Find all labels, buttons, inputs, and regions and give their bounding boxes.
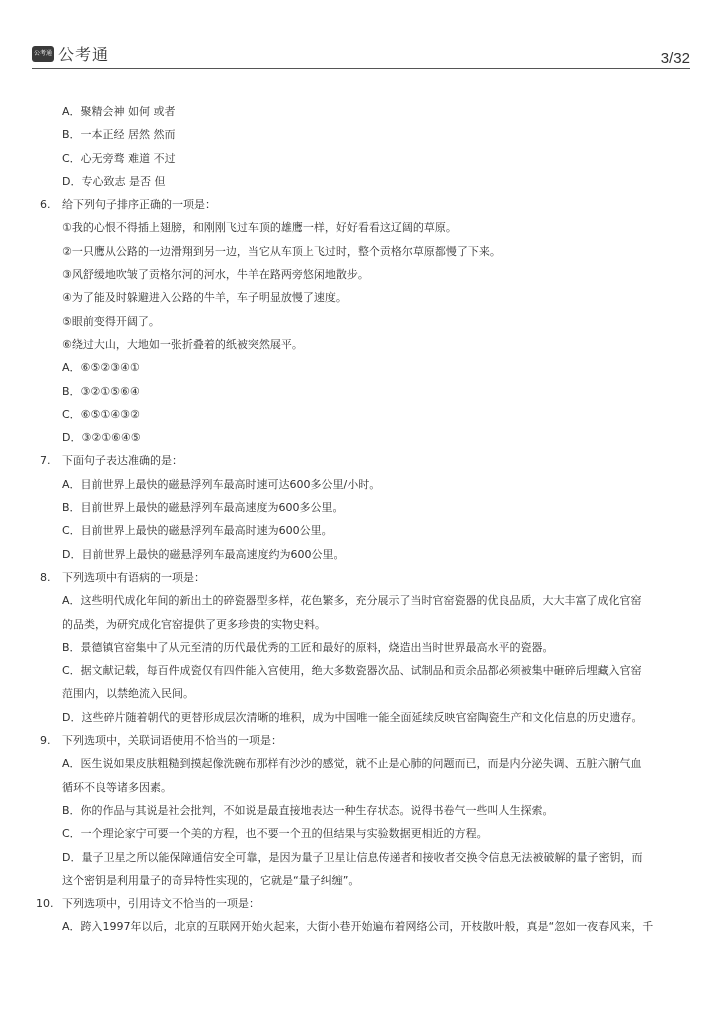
option-line: C．一个理论家宁可要一个美的方程，也不要一个丑的但结果与实验数据更相近的方程。 (62, 827, 488, 841)
option-line: D．目前世界上最快的磁悬浮列车最高速度约为600公里。 (62, 547, 345, 561)
option-line: D．专心致志 是否 但 (62, 174, 166, 188)
question-stem (40, 193, 690, 216)
option-line: D．量子卫星之所以能保障通信安全可靠，是因为量子卫星让信息传递者和接收者交换令信息无法被破解的量子密钥，而 (62, 850, 643, 864)
option-line: A．目前世界上最快的磁悬浮列车最高时速可达600多公里/小时。 (62, 477, 381, 491)
option-line: ③风舒缓地吹皱了贡格尔河的河水，牛羊在路两旁悠闲地散步。 (62, 268, 369, 282)
question-stem (40, 729, 690, 752)
question-number: 6. (40, 198, 51, 212)
option-line: B．一本正经 居然 然而 (62, 128, 176, 142)
option-line: B．目前世界上最快的磁悬浮列车最高速度为600多公里。 (62, 501, 344, 515)
page-header (32, 38, 690, 69)
text-continuation: 这个密钥是利用量子的奇异特性实现的，它就是“量子纠缠”。 (62, 873, 360, 887)
question-number: 9. (40, 734, 51, 748)
question-number: 7. (40, 454, 51, 468)
question-number: 10. (36, 897, 54, 911)
brand-name: 公考通 (58, 45, 110, 64)
option-line: C．心无旁骛 难道 不过 (62, 151, 176, 165)
text-continuation: 的品类，为研究成化官窑提供了更多珍贵的实物史料。 (62, 617, 326, 631)
question-text: 下面句子表达准确的是： (62, 454, 183, 468)
option-line: C．⑥⑤①④③② (62, 407, 140, 421)
text-continuation: 循环不良等诸多因素。 (62, 780, 172, 794)
option-line: A．聚精会神 如何 或者 (62, 105, 176, 118)
option-line: ①我的心恨不得插上翅膀，和刚刚飞过车顶的雄鹰一样，好好看看这辽阔的草原。 (62, 221, 457, 235)
question-stem (36, 892, 690, 915)
option-line: A．⑥⑤②③④① (62, 361, 140, 375)
option-line: ②一只鹰从公路的一边滑翔到另一边，当它从车顶上飞过时，整个贡格尔草原都慢了下来。 (62, 244, 501, 258)
text-continuation: 范围内，以禁绝流入民间。 (62, 687, 194, 701)
page-number: 3/32 (660, 50, 690, 67)
option-line: B．③②①⑤⑥④ (62, 384, 140, 398)
option-line: C．据文献记载，每百件成瓷仅有四件能入宫使用，绝大多数瓷器次品、试制品和贡余品都必须被集中砸碎后埋藏入官窑 (62, 664, 642, 678)
option-line: D．③②①⑥④⑤ (62, 431, 141, 445)
option-line: D．这些碎片随着朝代的更替形成层次清晰的堆积，成为中国唯一能全面延续反映官窑陶瓷生产和文化信息的历史遗存。 (62, 710, 643, 724)
brand-logo (32, 42, 109, 65)
question-stem (40, 566, 690, 589)
logo-badge-icon: 公考通 (32, 46, 54, 62)
option-line: B．景德镇官窑集中了从元至清的历代最优秀的工匠和最好的原料，烧造出当时世界最高水平的瓷器。 (62, 640, 554, 654)
option-line: ⑥绕过大山，大地如一张折叠着的纸被突然展平。 (62, 337, 303, 351)
question-text: 下列选项中，引用诗文不恰当的一项是： (62, 897, 260, 911)
option-line: C．目前世界上最快的磁悬浮列车最高时速为600公里。 (62, 524, 333, 538)
option-line: A．跨入1997年以后，北京的互联网开始火起来，大街小巷开始遍布着网络公司，开枝散叶般，真是“忽如一夜春风来，千 (62, 920, 654, 934)
option-line: B．你的作品与其说是社会批判，不如说是最直接地表达一种生存状态。说得书卷气一些叫人生探索。 (62, 803, 554, 817)
question-stem (40, 449, 690, 472)
question-text: 下列选项中，关联词语使用不恰当的一项是： (62, 734, 282, 748)
question-text: 给下列句子排序正确的一项是： (62, 198, 216, 212)
question-number: 8. (40, 570, 51, 584)
question-text: 下列选项中有语病的一项是： (62, 570, 205, 584)
option-line: A．这些明代成化年间的新出土的碎瓷器型多样，花色繁多，充分展示了当时官窑瓷器的优良品质，大大丰富了成化官窑 (62, 594, 642, 608)
option-line: A．医生说如果皮肤粗糙到摸起像洗碗布那样有沙沙的感觉，就不止是心肺的问题而已，而是内分泌失调、五脏六腑气血 (62, 757, 642, 771)
document-body (36, 100, 690, 939)
option-line: ⑤眼前变得开阔了。 (62, 314, 160, 328)
option-line: ④为了能及时躲避进入公路的牛羊，车子明显放慢了速度。 (62, 291, 347, 305)
